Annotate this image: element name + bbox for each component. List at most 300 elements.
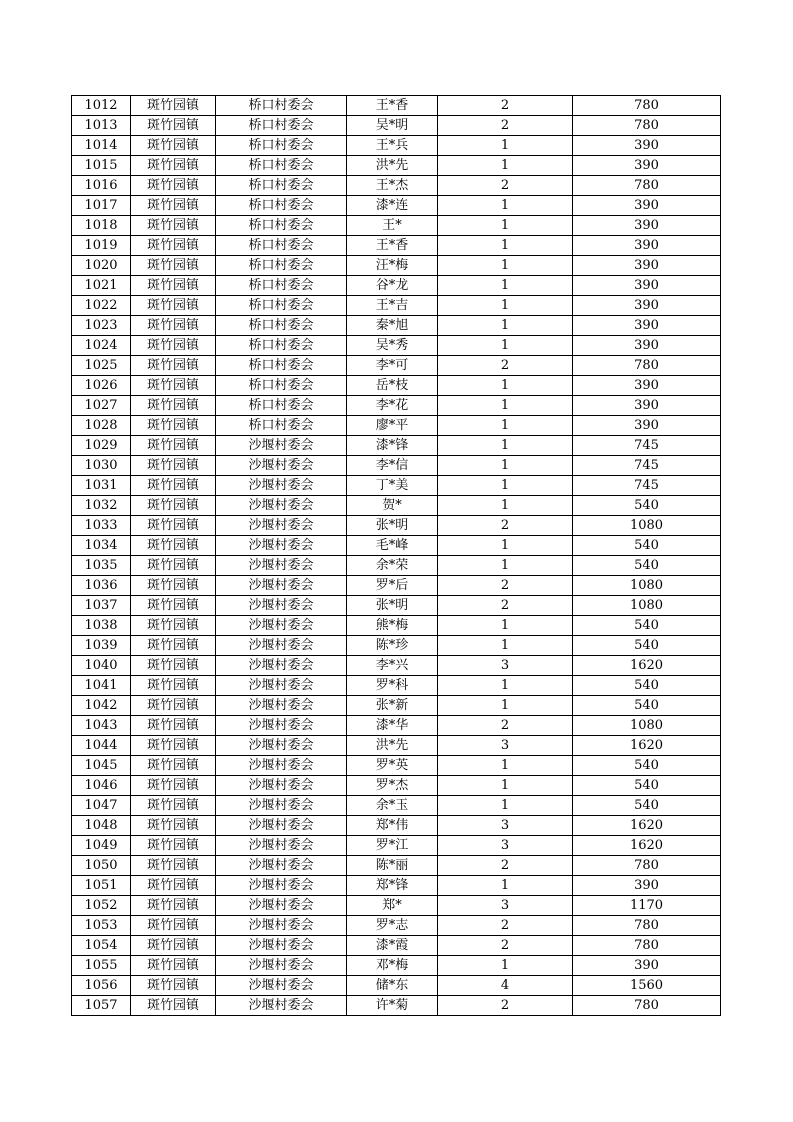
name-cell: 陈*丽 — [347, 856, 438, 876]
town-cell: 斑竹园镇 — [131, 276, 216, 296]
table-row — [72, 756, 721, 776]
town-cell: 斑竹园镇 — [131, 916, 216, 936]
town-cell: 斑竹园镇 — [131, 556, 216, 576]
village-committee-cell: 沙堰村委会 — [216, 596, 347, 616]
town-cell: 斑竹园镇 — [131, 956, 216, 976]
count-cell: 1 — [438, 196, 573, 216]
table-row — [72, 96, 721, 116]
village-committee-cell: 沙堰村委会 — [216, 456, 347, 476]
count-cell: 1 — [438, 276, 573, 296]
amount-cell: 390 — [573, 156, 721, 176]
town-cell: 斑竹园镇 — [131, 536, 216, 556]
name-cell: 张*明 — [347, 596, 438, 616]
village-committee-cell: 沙堰村委会 — [216, 476, 347, 496]
count-cell: 3 — [438, 736, 573, 756]
table-row — [72, 936, 721, 956]
town-cell: 斑竹园镇 — [131, 856, 216, 876]
amount-cell: 540 — [573, 796, 721, 816]
count-cell: 2 — [438, 996, 573, 1016]
town-cell: 斑竹园镇 — [131, 336, 216, 356]
name-cell: 陈*珍 — [347, 636, 438, 656]
count-cell: 1 — [438, 636, 573, 656]
count-cell: 3 — [438, 816, 573, 836]
table-row — [72, 176, 721, 196]
row-number-cell: 1031 — [72, 476, 131, 496]
count-cell: 1 — [438, 296, 573, 316]
amount-cell: 540 — [573, 776, 721, 796]
amount-cell: 1560 — [573, 976, 721, 996]
row-number-cell: 1042 — [72, 696, 131, 716]
roster-table — [71, 95, 721, 1016]
table-row — [72, 396, 721, 416]
village-committee-cell: 桥口村委会 — [216, 96, 347, 116]
town-cell: 斑竹园镇 — [131, 216, 216, 236]
row-number-cell: 1027 — [72, 396, 131, 416]
table-row — [72, 836, 721, 856]
table-row — [72, 656, 721, 676]
count-cell: 1 — [438, 396, 573, 416]
town-cell: 斑竹园镇 — [131, 676, 216, 696]
amount-cell: 780 — [573, 96, 721, 116]
town-cell: 斑竹园镇 — [131, 836, 216, 856]
village-committee-cell: 沙堰村委会 — [216, 516, 347, 536]
name-cell: 张*新 — [347, 696, 438, 716]
count-cell: 1 — [438, 376, 573, 396]
village-committee-cell: 桥口村委会 — [216, 196, 347, 216]
amount-cell: 780 — [573, 856, 721, 876]
amount-cell: 390 — [573, 216, 721, 236]
row-number-cell: 1035 — [72, 556, 131, 576]
town-cell: 斑竹园镇 — [131, 876, 216, 896]
town-cell: 斑竹园镇 — [131, 936, 216, 956]
count-cell: 2 — [438, 716, 573, 736]
table-row — [72, 236, 721, 256]
table-row — [72, 596, 721, 616]
town-cell: 斑竹园镇 — [131, 236, 216, 256]
row-number-cell: 1052 — [72, 896, 131, 916]
village-committee-cell: 桥口村委会 — [216, 396, 347, 416]
count-cell: 1 — [438, 676, 573, 696]
amount-cell: 390 — [573, 416, 721, 436]
town-cell: 斑竹园镇 — [131, 576, 216, 596]
village-committee-cell: 沙堰村委会 — [216, 776, 347, 796]
table-row — [72, 576, 721, 596]
village-committee-cell: 沙堰村委会 — [216, 956, 347, 976]
name-cell: 罗*江 — [347, 836, 438, 856]
village-committee-cell: 沙堰村委会 — [216, 636, 347, 656]
row-number-cell: 1054 — [72, 936, 131, 956]
town-cell: 斑竹园镇 — [131, 636, 216, 656]
amount-cell: 390 — [573, 396, 721, 416]
count-cell: 3 — [438, 896, 573, 916]
village-committee-cell: 桥口村委会 — [216, 236, 347, 256]
town-cell: 斑竹园镇 — [131, 176, 216, 196]
amount-cell: 1080 — [573, 596, 721, 616]
name-cell: 李*兴 — [347, 656, 438, 676]
count-cell: 1 — [438, 216, 573, 236]
name-cell: 罗*杰 — [347, 776, 438, 796]
village-committee-cell: 沙堰村委会 — [216, 916, 347, 936]
row-number-cell: 1044 — [72, 736, 131, 756]
amount-cell: 1620 — [573, 656, 721, 676]
table-row — [72, 556, 721, 576]
count-cell: 1 — [438, 876, 573, 896]
name-cell: 李*花 — [347, 396, 438, 416]
name-cell: 邓*梅 — [347, 956, 438, 976]
amount-cell: 540 — [573, 636, 721, 656]
name-cell: 郑* — [347, 896, 438, 916]
row-number-cell: 1028 — [72, 416, 131, 436]
amount-cell: 540 — [573, 556, 721, 576]
row-number-cell: 1014 — [72, 136, 131, 156]
amount-cell: 540 — [573, 536, 721, 556]
amount-cell: 390 — [573, 256, 721, 276]
table-row — [72, 676, 721, 696]
amount-cell: 1080 — [573, 716, 721, 736]
name-cell: 王*香 — [347, 96, 438, 116]
village-committee-cell: 桥口村委会 — [216, 176, 347, 196]
village-committee-cell: 沙堰村委会 — [216, 816, 347, 836]
count-cell: 2 — [438, 116, 573, 136]
count-cell: 1 — [438, 316, 573, 336]
row-number-cell: 1024 — [72, 336, 131, 356]
row-number-cell: 1021 — [72, 276, 131, 296]
row-number-cell: 1033 — [72, 516, 131, 536]
village-committee-cell: 桥口村委会 — [216, 116, 347, 136]
row-number-cell: 1015 — [72, 156, 131, 176]
town-cell: 斑竹园镇 — [131, 816, 216, 836]
amount-cell: 745 — [573, 476, 721, 496]
count-cell: 1 — [438, 236, 573, 256]
village-committee-cell: 桥口村委会 — [216, 416, 347, 436]
town-cell: 斑竹园镇 — [131, 436, 216, 456]
village-committee-cell: 沙堰村委会 — [216, 856, 347, 876]
amount-cell: 1080 — [573, 516, 721, 536]
count-cell: 2 — [438, 516, 573, 536]
count-cell: 1 — [438, 476, 573, 496]
name-cell: 漆*锋 — [347, 436, 438, 456]
table-row — [72, 796, 721, 816]
count-cell: 2 — [438, 356, 573, 376]
name-cell: 许*菊 — [347, 996, 438, 1016]
count-cell: 1 — [438, 136, 573, 156]
count-cell: 1 — [438, 556, 573, 576]
amount-cell: 390 — [573, 236, 721, 256]
name-cell: 漆*连 — [347, 196, 438, 216]
row-number-cell: 1039 — [72, 636, 131, 656]
count-cell: 1 — [438, 796, 573, 816]
name-cell: 张*明 — [347, 516, 438, 536]
row-number-cell: 1050 — [72, 856, 131, 876]
table-row — [72, 156, 721, 176]
amount-cell: 780 — [573, 176, 721, 196]
amount-cell: 540 — [573, 496, 721, 516]
table-row — [72, 636, 721, 656]
name-cell: 汪*梅 — [347, 256, 438, 276]
amount-cell: 390 — [573, 956, 721, 976]
name-cell: 罗*后 — [347, 576, 438, 596]
village-committee-cell: 桥口村委会 — [216, 256, 347, 276]
amount-cell: 745 — [573, 436, 721, 456]
name-cell: 秦*旭 — [347, 316, 438, 336]
village-committee-cell: 沙堰村委会 — [216, 556, 347, 576]
row-number-cell: 1018 — [72, 216, 131, 236]
table-row — [72, 816, 721, 836]
name-cell: 王*杰 — [347, 176, 438, 196]
table-row — [72, 496, 721, 516]
town-cell: 斑竹园镇 — [131, 356, 216, 376]
table-row — [72, 116, 721, 136]
amount-cell: 540 — [573, 616, 721, 636]
amount-cell: 390 — [573, 336, 721, 356]
table-row — [72, 696, 721, 716]
town-cell: 斑竹园镇 — [131, 316, 216, 336]
table-row — [72, 956, 721, 976]
table-row — [72, 216, 721, 236]
table-row — [72, 256, 721, 276]
roster-table-body — [72, 96, 721, 1016]
town-cell: 斑竹园镇 — [131, 456, 216, 476]
village-committee-cell: 沙堰村委会 — [216, 896, 347, 916]
town-cell: 斑竹园镇 — [131, 116, 216, 136]
amount-cell: 390 — [573, 276, 721, 296]
table-row — [72, 416, 721, 436]
table-row — [72, 716, 721, 736]
name-cell: 熊*梅 — [347, 616, 438, 636]
town-cell: 斑竹园镇 — [131, 96, 216, 116]
village-committee-cell: 桥口村委会 — [216, 316, 347, 336]
row-number-cell: 1046 — [72, 776, 131, 796]
row-number-cell: 1012 — [72, 96, 131, 116]
row-number-cell: 1051 — [72, 876, 131, 896]
town-cell: 斑竹园镇 — [131, 756, 216, 776]
count-cell: 1 — [438, 436, 573, 456]
row-number-cell: 1043 — [72, 716, 131, 736]
town-cell: 斑竹园镇 — [131, 776, 216, 796]
row-number-cell: 1017 — [72, 196, 131, 216]
amount-cell: 1620 — [573, 736, 721, 756]
town-cell: 斑竹园镇 — [131, 396, 216, 416]
name-cell: 廖*平 — [347, 416, 438, 436]
amount-cell: 745 — [573, 456, 721, 476]
row-number-cell: 1016 — [72, 176, 131, 196]
count-cell: 1 — [438, 616, 573, 636]
count-cell: 1 — [438, 156, 573, 176]
town-cell: 斑竹园镇 — [131, 596, 216, 616]
name-cell: 丁*美 — [347, 476, 438, 496]
name-cell: 郑*伟 — [347, 816, 438, 836]
name-cell: 王*吉 — [347, 296, 438, 316]
amount-cell: 1080 — [573, 576, 721, 596]
town-cell: 斑竹园镇 — [131, 376, 216, 396]
amount-cell: 390 — [573, 876, 721, 896]
village-committee-cell: 沙堰村委会 — [216, 836, 347, 856]
town-cell: 斑竹园镇 — [131, 196, 216, 216]
row-number-cell: 1032 — [72, 496, 131, 516]
town-cell: 斑竹园镇 — [131, 256, 216, 276]
village-committee-cell: 沙堰村委会 — [216, 656, 347, 676]
town-cell: 斑竹园镇 — [131, 996, 216, 1016]
table-row — [72, 856, 721, 876]
count-cell: 1 — [438, 956, 573, 976]
row-number-cell: 1022 — [72, 296, 131, 316]
name-cell: 郑*锋 — [347, 876, 438, 896]
count-cell: 2 — [438, 936, 573, 956]
amount-cell: 390 — [573, 316, 721, 336]
count-cell: 1 — [438, 756, 573, 776]
row-number-cell: 1055 — [72, 956, 131, 976]
name-cell: 余*荣 — [347, 556, 438, 576]
amount-cell: 780 — [573, 936, 721, 956]
village-committee-cell: 沙堰村委会 — [216, 936, 347, 956]
name-cell: 王* — [347, 216, 438, 236]
row-number-cell: 1034 — [72, 536, 131, 556]
amount-cell: 1620 — [573, 816, 721, 836]
count-cell: 2 — [438, 576, 573, 596]
town-cell: 斑竹园镇 — [131, 516, 216, 536]
row-number-cell: 1023 — [72, 316, 131, 336]
name-cell: 罗*英 — [347, 756, 438, 776]
amount-cell: 540 — [573, 696, 721, 716]
name-cell: 储*东 — [347, 976, 438, 996]
town-cell: 斑竹园镇 — [131, 716, 216, 736]
village-committee-cell: 桥口村委会 — [216, 336, 347, 356]
table-row — [72, 896, 721, 916]
name-cell: 岳*枝 — [347, 376, 438, 396]
village-committee-cell: 桥口村委会 — [216, 136, 347, 156]
amount-cell: 390 — [573, 136, 721, 156]
count-cell: 3 — [438, 656, 573, 676]
name-cell: 吴*秀 — [347, 336, 438, 356]
row-number-cell: 1029 — [72, 436, 131, 456]
table-row — [72, 296, 721, 316]
count-cell: 1 — [438, 536, 573, 556]
row-number-cell: 1057 — [72, 996, 131, 1016]
row-number-cell: 1053 — [72, 916, 131, 936]
table-row — [72, 316, 721, 336]
village-committee-cell: 沙堰村委会 — [216, 796, 347, 816]
village-committee-cell: 桥口村委会 — [216, 276, 347, 296]
amount-cell: 780 — [573, 356, 721, 376]
count-cell: 2 — [438, 176, 573, 196]
table-row — [72, 616, 721, 636]
village-committee-cell: 桥口村委会 — [216, 376, 347, 396]
amount-cell: 540 — [573, 756, 721, 776]
count-cell: 1 — [438, 336, 573, 356]
name-cell: 谷*龙 — [347, 276, 438, 296]
town-cell: 斑竹园镇 — [131, 156, 216, 176]
count-cell: 1 — [438, 776, 573, 796]
row-number-cell: 1038 — [72, 616, 131, 636]
count-cell: 2 — [438, 96, 573, 116]
count-cell: 1 — [438, 256, 573, 276]
town-cell: 斑竹园镇 — [131, 296, 216, 316]
count-cell: 3 — [438, 836, 573, 856]
name-cell: 李*可 — [347, 356, 438, 376]
table-row — [72, 336, 721, 356]
town-cell: 斑竹园镇 — [131, 616, 216, 636]
row-number-cell: 1049 — [72, 836, 131, 856]
name-cell: 毛*峰 — [347, 536, 438, 556]
name-cell: 李*信 — [347, 456, 438, 476]
name-cell: 吴*明 — [347, 116, 438, 136]
town-cell: 斑竹园镇 — [131, 896, 216, 916]
table-row — [72, 536, 721, 556]
village-committee-cell: 沙堰村委会 — [216, 536, 347, 556]
table-row — [72, 996, 721, 1016]
village-committee-cell: 沙堰村委会 — [216, 676, 347, 696]
table-row — [72, 436, 721, 456]
table-row — [72, 276, 721, 296]
row-number-cell: 1026 — [72, 376, 131, 396]
row-number-cell: 1056 — [72, 976, 131, 996]
name-cell: 洪*先 — [347, 736, 438, 756]
count-cell: 2 — [438, 856, 573, 876]
amount-cell: 390 — [573, 376, 721, 396]
town-cell: 斑竹园镇 — [131, 796, 216, 816]
village-committee-cell: 沙堰村委会 — [216, 696, 347, 716]
name-cell: 罗*志 — [347, 916, 438, 936]
table-row — [72, 476, 721, 496]
table-row — [72, 876, 721, 896]
name-cell: 洪*先 — [347, 156, 438, 176]
village-committee-cell: 沙堰村委会 — [216, 996, 347, 1016]
row-number-cell: 1037 — [72, 596, 131, 616]
table-row — [72, 136, 721, 156]
count-cell: 1 — [438, 496, 573, 516]
row-number-cell: 1025 — [72, 356, 131, 376]
village-committee-cell: 沙堰村委会 — [216, 736, 347, 756]
name-cell: 漆*霞 — [347, 936, 438, 956]
name-cell: 王*兵 — [347, 136, 438, 156]
village-committee-cell: 沙堰村委会 — [216, 716, 347, 736]
table-row — [72, 356, 721, 376]
village-committee-cell: 桥口村委会 — [216, 156, 347, 176]
row-number-cell: 1013 — [72, 116, 131, 136]
village-committee-cell: 沙堰村委会 — [216, 876, 347, 896]
table-row — [72, 516, 721, 536]
name-cell: 贺* — [347, 496, 438, 516]
town-cell: 斑竹园镇 — [131, 976, 216, 996]
village-committee-cell: 沙堰村委会 — [216, 436, 347, 456]
name-cell: 罗*科 — [347, 676, 438, 696]
town-cell: 斑竹园镇 — [131, 416, 216, 436]
table-row — [72, 456, 721, 476]
row-number-cell: 1045 — [72, 756, 131, 776]
name-cell: 漆*华 — [347, 716, 438, 736]
row-number-cell: 1040 — [72, 656, 131, 676]
amount-cell: 540 — [573, 676, 721, 696]
village-committee-cell: 沙堰村委会 — [216, 976, 347, 996]
count-cell: 1 — [438, 416, 573, 436]
amount-cell: 1170 — [573, 896, 721, 916]
village-committee-cell: 沙堰村委会 — [216, 756, 347, 776]
town-cell: 斑竹园镇 — [131, 696, 216, 716]
village-committee-cell: 桥口村委会 — [216, 216, 347, 236]
row-number-cell: 1020 — [72, 256, 131, 276]
table-row — [72, 736, 721, 756]
village-committee-cell: 沙堰村委会 — [216, 576, 347, 596]
amount-cell: 780 — [573, 116, 721, 136]
name-cell: 王*香 — [347, 236, 438, 256]
row-number-cell: 1030 — [72, 456, 131, 476]
row-number-cell: 1047 — [72, 796, 131, 816]
row-number-cell: 1048 — [72, 816, 131, 836]
village-committee-cell: 桥口村委会 — [216, 356, 347, 376]
town-cell: 斑竹园镇 — [131, 136, 216, 156]
town-cell: 斑竹园镇 — [131, 656, 216, 676]
count-cell: 1 — [438, 456, 573, 476]
